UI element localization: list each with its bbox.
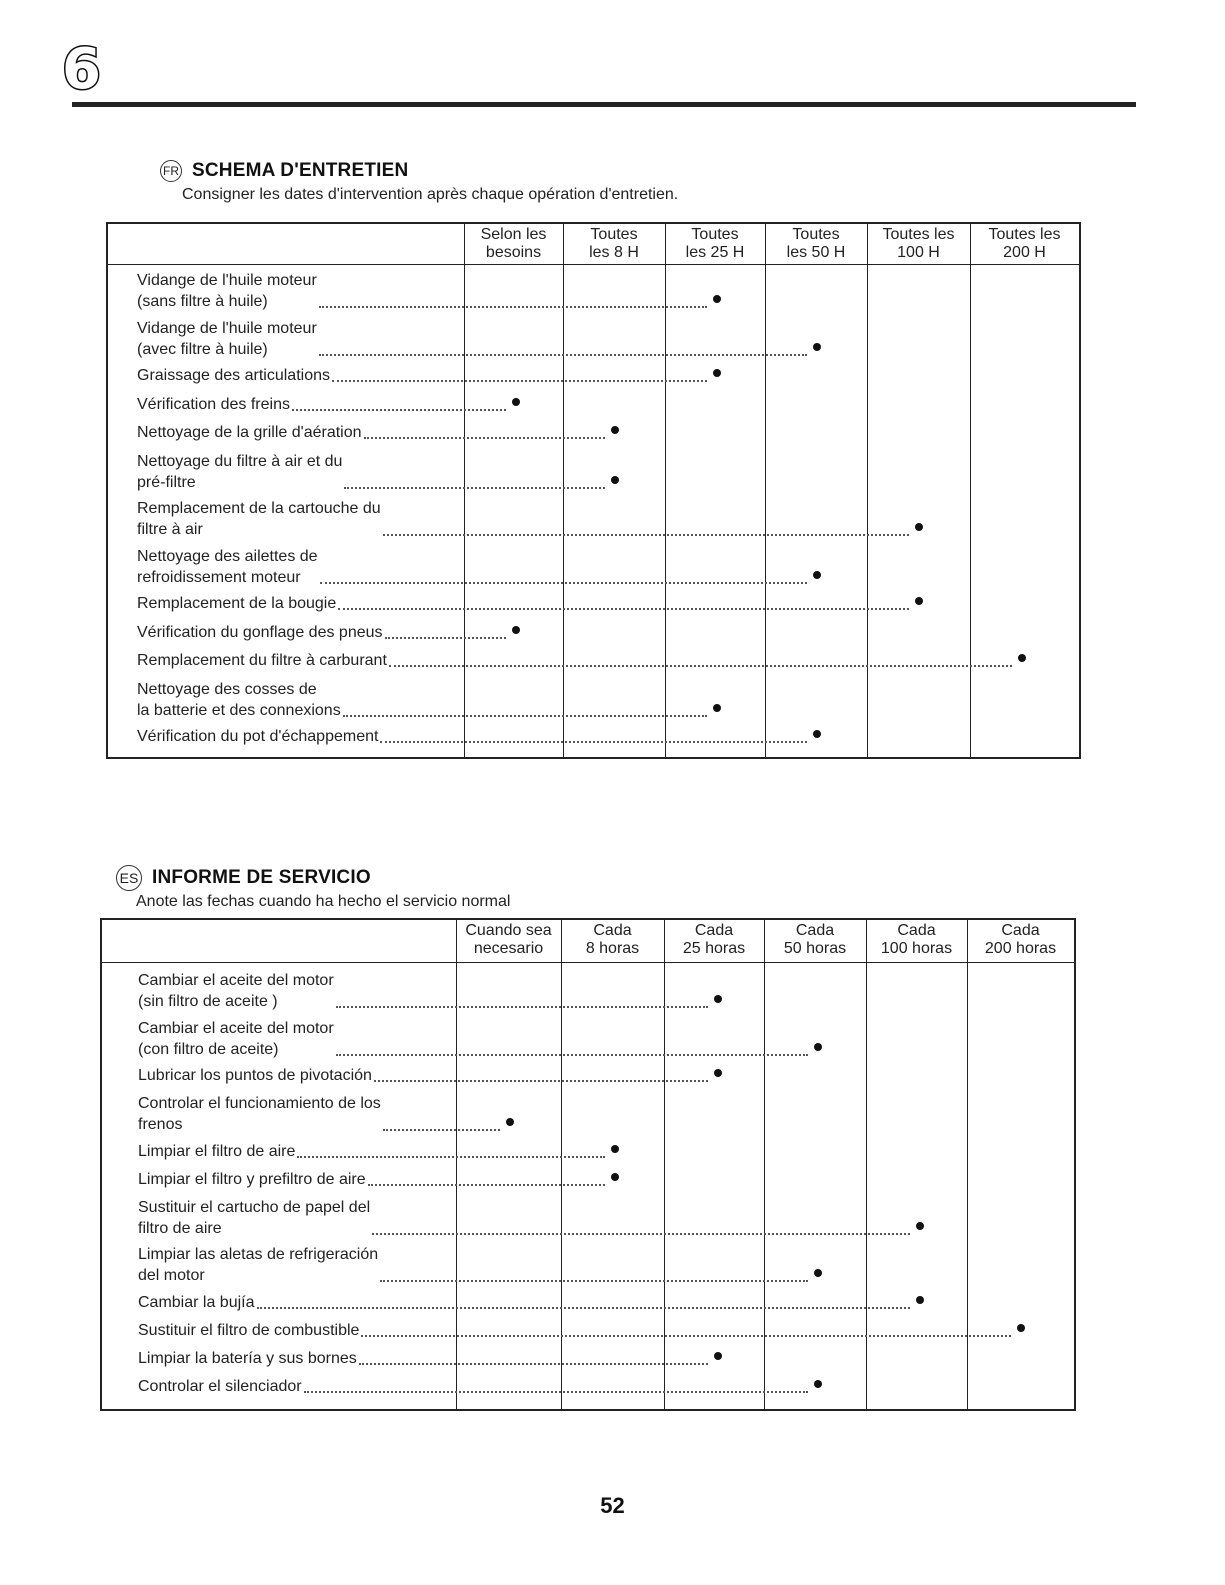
es-section-title: INFORME DE SERVICIO [152,867,371,888]
es-task-label [138,1244,378,1286]
fr-interval-mark [915,597,923,605]
fr-column-header-line: Toutes [792,226,840,243]
es-task-label-line: Limpiar el filtro de aire [138,1142,296,1160]
fr-dotted-leader [380,741,807,743]
fr-column-divider [970,224,971,757]
fr-section-header [160,160,408,182]
fr-interval-mark [813,571,821,579]
chapter-rule [72,102,1136,107]
fr-task-label [137,679,341,721]
es-task-label-line: Sustituir el filtro de combustible [138,1321,360,1339]
es-column-header-line: Cada [593,922,632,939]
es-dotted-leader [359,1363,708,1365]
fr-task-label-line: Nettoyage des cosses de [137,680,317,698]
fr-column-header-line: les 50 H [786,244,846,261]
fr-dotted-leader [332,380,707,382]
es-task-label-line: Limpiar el filtro y prefiltro de aire [138,1170,366,1188]
fr-header-rule [108,264,1079,265]
es-column-header-line: 100 horas [880,940,953,957]
es-dotted-leader [380,1280,808,1282]
fr-task-label-line: Remplacement du filtre à carburant [137,652,387,669]
fr-section-title: SCHEMA D'ENTRETIEN [192,160,409,181]
fr-language-badge: FR [160,160,182,182]
fr-interval-mark [512,626,520,634]
es-task-label-line: filtro de aire [138,1219,222,1237]
es-column-header [967,922,1074,958]
fr-dotted-leader [319,306,707,308]
es-dotted-leader [257,1307,911,1309]
es-task-label-line: Sustituir el cartucho de papel del [138,1198,371,1216]
es-task-label [138,1093,381,1135]
fr-section-subtitle: Consigner les dates d'intervention après chaque opération d'entretien. [182,186,679,203]
es-task-label [138,1292,255,1313]
es-interval-mark [611,1145,619,1153]
es-task-label [138,1169,366,1190]
es-interval-mark [814,1043,822,1051]
fr-task-label-line: (sans filtre à huile) [137,293,268,310]
fr-task-label [137,318,317,360]
fr-dotted-leader [319,354,807,356]
fr-column-divider [665,224,666,757]
es-task-label-line: Cambiar el aceite del motor [138,972,334,989]
fr-dotted-leader [389,665,1012,667]
es-column-header-line: Cada [1001,922,1040,939]
es-column-header [866,922,967,958]
es-task-label-line: frenos [138,1116,183,1133]
fr-task-label [137,422,362,443]
fr-column-header-line: Toutes [691,226,739,243]
fr-column-header-line: 200 H [1003,244,1046,261]
es-column-header [764,922,866,958]
es-interval-mark [1017,1324,1025,1332]
es-task-label-line: Limpiar la batería y sus bornes [138,1349,357,1367]
fr-task-label-line: Vidange de l'huile moteur [137,319,317,337]
fr-task-label-line: Vérification du pot d'échappement [137,728,379,745]
es-language-badge: ES [116,865,142,891]
fr-interval-mark [611,476,619,484]
es-interval-mark [506,1118,514,1126]
es-task-label-line: Controlar el funcionamiento de los [138,1095,381,1112]
es-column-header [561,922,664,958]
es-task-label [138,970,334,1012]
fr-column-header [563,226,665,262]
fr-dotted-leader [385,637,506,639]
fr-column-divider [464,224,465,757]
fr-task-label-line: refroidissement moteur [137,568,301,586]
es-task-label [138,1141,295,1162]
es-column-header-line: 50 horas [783,940,847,957]
es-column-header-line: Cada [694,922,734,939]
fr-column-header-line: Selon les [480,226,547,243]
es-column-header-line: Cuando sea [465,922,552,939]
es-dotted-leader [368,1184,605,1186]
es-interval-mark [814,1380,822,1388]
fr-column-header [464,226,563,262]
es-task-label [138,1320,359,1341]
fr-task-label-line: Vérification du gonflage des pneus [137,623,383,641]
fr-interval-mark [512,398,520,406]
es-task-label [138,1376,302,1397]
fr-task-label [137,726,378,747]
fr-task-label-line: Nettoyage du filtre à air et du [137,452,343,470]
fr-column-header-line: besoins [485,244,542,261]
fr-dotted-leader [364,437,605,439]
fr-task-label-line: la batterie et des connexions [137,701,341,719]
es-task-label-line: Cambiar la bujía [138,1293,255,1311]
es-interval-mark [611,1173,619,1181]
es-column-header-line: Cada [795,922,835,939]
fr-task-label [137,546,318,588]
fr-task-label-line: Remplacement de la cartouche du [137,500,381,517]
fr-task-label [137,365,330,386]
fr-task-label-line: (avec filtre à huile) [137,340,268,358]
fr-column-divider [867,224,868,757]
fr-interval-mark [1018,654,1026,662]
fr-interval-mark [611,426,619,434]
fr-task-label [137,451,342,493]
es-interval-mark [714,995,722,1003]
fr-task-label [137,270,317,312]
es-column-header [664,922,764,958]
es-dotted-leader [297,1156,605,1158]
es-task-label [138,1197,370,1239]
es-dotted-leader [304,1391,808,1393]
fr-task-label-line: filtre à air [137,521,203,538]
fr-task-label [137,593,336,614]
page-number: 52 [600,1493,625,1518]
fr-column-header [970,226,1079,262]
fr-task-label [137,498,381,540]
fr-interval-mark [813,730,821,738]
es-interval-mark [814,1269,822,1277]
fr-interval-mark [713,704,721,712]
fr-column-header-line: les 25 H [685,244,745,261]
fr-dotted-leader [338,608,909,610]
es-interval-mark [714,1352,722,1360]
fr-column-header-line: Toutes [590,226,638,243]
es-maintenance-table [100,918,1076,1411]
es-task-label-line: (sin filtro de aceite ) [138,993,278,1010]
fr-interval-mark [713,369,721,377]
fr-column-divider [563,224,564,757]
es-dotted-leader [374,1080,708,1082]
es-task-label [138,1348,357,1369]
fr-interval-mark [915,523,923,531]
fr-task-label [137,622,383,643]
es-dotted-leader [372,1233,910,1235]
fr-task-label-line: Vidange de l'huile moteur [137,272,317,289]
fr-task-label-line: Nettoyage de la grille d'aération [137,424,362,441]
es-column-header-line: necesario [473,940,544,957]
fr-maintenance-table [106,222,1081,759]
es-column-header [456,922,561,958]
es-dotted-leader [383,1129,500,1131]
fr-task-label-line: pré-filtre [137,473,196,491]
fr-dotted-leader [320,582,807,584]
fr-interval-mark [813,343,821,351]
es-section-subtitle: Anote las fechas cuando ha hecho el servicio normal [136,893,511,910]
es-interval-mark [916,1296,924,1304]
es-section-header [116,865,371,891]
fr-column-header [867,226,970,262]
fr-column-header-line: 100 H [897,244,940,261]
fr-column-header-line: Toutes les [988,226,1061,243]
fr-task-label-line: Nettoyage des ailettes de [137,547,318,565]
es-column-header-line: 8 horas [585,940,640,957]
fr-dotted-leader [383,534,909,536]
es-task-label [138,1065,372,1086]
fr-task-label [137,394,290,415]
es-task-label-line: Limpiar las aletas de refrigeración [138,1246,379,1263]
fr-interval-mark [713,295,721,303]
fr-task-label-line: Graissage des articulations [137,367,330,384]
chapter-number: 6 [62,37,101,102]
fr-column-divider [765,224,766,757]
fr-column-header-line: Toutes les [882,226,955,243]
fr-column-header [665,226,765,262]
es-task-label-line: Cambiar el aceite del motor [138,1019,334,1037]
es-column-header-line: 200 horas [984,940,1057,957]
es-header-rule [102,962,1074,963]
es-task-label-line: Lubricar los puntos de pivotación [138,1067,372,1084]
es-task-label-line: Controlar el silenciador [138,1377,302,1395]
fr-dotted-leader [292,409,506,411]
es-dotted-leader [361,1335,1011,1337]
fr-column-header [765,226,867,262]
fr-task-label-line: Vérification des freins [137,395,290,413]
es-column-header-line: Cada [897,922,936,939]
es-interval-mark [916,1222,924,1230]
es-dotted-leader [336,1006,708,1008]
fr-dotted-leader [343,715,707,717]
es-interval-mark [714,1069,722,1077]
fr-task-label-line: Remplacement de la bougie [137,595,337,612]
es-column-header-line: 25 horas [682,940,746,957]
es-dotted-leader [336,1054,808,1056]
es-task-label-line: (con filtro de aceite) [138,1040,279,1058]
fr-dotted-leader [344,487,605,489]
es-task-label-line: del motor [138,1267,205,1284]
fr-column-header-line: les 8 H [589,244,639,261]
es-task-label [138,1018,334,1060]
fr-task-label [137,650,387,671]
